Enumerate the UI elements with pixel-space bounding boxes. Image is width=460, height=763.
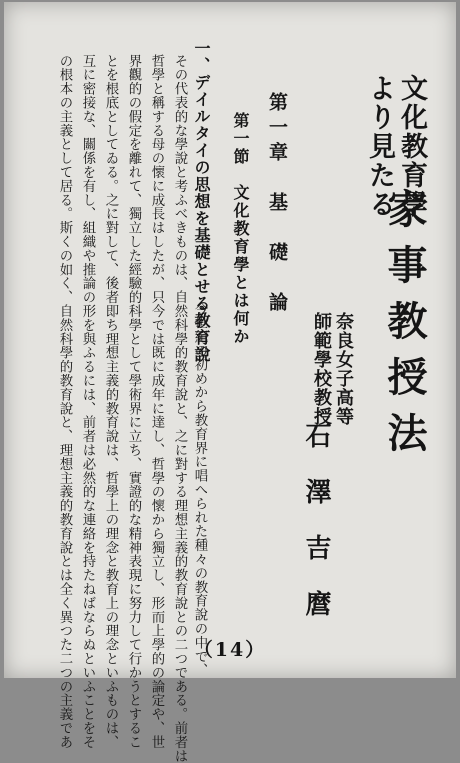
body-line: 哲學と稱する母の懷に成長はしたが、只今では既に成年に達し、哲學の懷から獨立し、形而上學的の論定や、世 <box>149 54 164 749</box>
book-page <box>4 2 456 763</box>
chapter-title: 第一章 基 礎 論 <box>266 92 288 317</box>
section-title: 第一節 文化教育學とは何か <box>231 112 250 346</box>
body-line: 今世紀の初めから教育界に唱へられた種々の教育說の中で、 <box>192 302 207 678</box>
main-title: 家事教授法 <box>381 188 428 468</box>
body-line: その代表的な學說と考ふべきものは、自然科學的教育說と、之に對する理想主義的教育說との二つである。前者は <box>172 54 187 763</box>
title-subtitle-line-1: 文化教育學 <box>396 74 427 219</box>
author-name: 石澤吉麿 <box>301 422 331 646</box>
page-number: （14） <box>193 639 267 661</box>
author-affiliation-line-2: 師範學校教授 <box>311 312 332 426</box>
author-affiliation-line-1: 奈良女子高等 <box>333 312 354 426</box>
body-line: 界觀的の假定を離れて、獨立した經驗的科學として學術界に立ち、實證的な精神表現に努力して行かうとするこ <box>126 54 141 749</box>
title-subtitle-line-2: より見たる <box>364 74 395 219</box>
body-line: 互に密接な、關係を有し、組織や推論の形を與ふるには、前者は必然的な連絡を持たねばならぬといふことをそ <box>80 54 95 749</box>
body-line: とを根底としてゐる。之に對して、後者即ち理想主義的教育說は、哲學上の理念と教育上の理念といふものは、 <box>103 54 118 749</box>
subsection-heading: 一、デイルタイの思想を基礎とせる教育說 <box>192 40 211 363</box>
body-line: の根本の主義として居る。斯くの如く、自然科學的教育說と、理想主義的教育說とは全く異つた二つの主義であ <box>57 54 72 749</box>
